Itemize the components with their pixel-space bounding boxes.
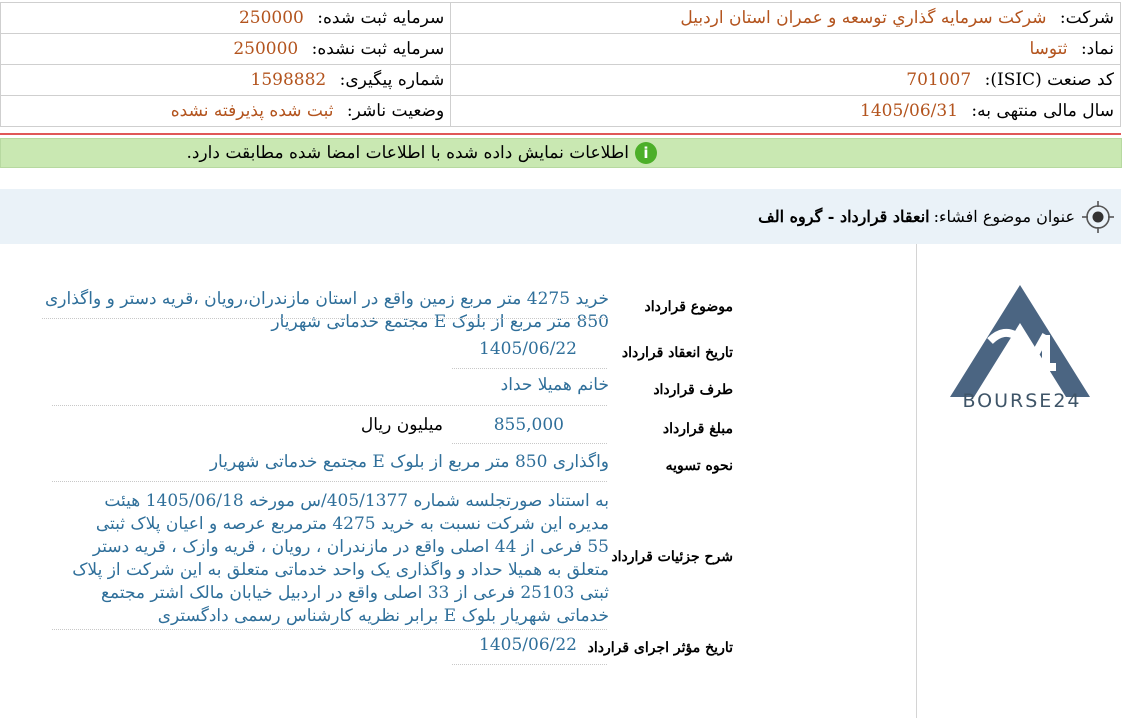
publisher-status-cell [1,96,451,127]
registered-capital-value: 250000 [238,8,304,28]
separator [52,629,607,630]
settlement-value: واگذاری 850 متر مربع از بلوک E مجتمع خدماتی شهریار [209,452,609,472]
contract-party-value: خانم همیلا حداد [500,375,609,395]
symbol-label: نماد: [1080,39,1114,59]
contract-amount-value: 855,000 [493,415,564,435]
contract-date-label: تاریخ انعقاد قرارداد [621,345,733,361]
contract-date-value: 1405/06/22 [479,339,577,359]
unregistered-capital-label: سرمایه ثبت نشده: [311,39,445,59]
separator [452,664,607,665]
contract-details-label: شرح جزئیات قرارداد [611,549,733,565]
fiscal-label: سال مالی منتهی به: [971,101,1114,121]
separator [42,318,607,319]
contract-details-value: به استناد صورتجلسه شماره 405/1377/س مورخه 1405/06/18 هیئت مدیره این شرکت نسبت به خرید 4275 مترمربع عرصه و اعیان پلاک ثبتی 55 فرعی از 44 اصلی واقع در مازندران ، رویان ، قریه وازک ، قریه دستر متعلق به همیلا حداد و واگذاری یک واحد خدماتی متعلق به این شرکت از پلاک ثبتی 25103 فرعی از 33 اصلی واقع در اردبیل خیابان مالک اشتر مجتمع خدماتی شهریار بلوک E برابر نظریه کارشناس رسمی دادگستری [72,491,609,626]
subject-value: انعقاد قرارداد - گروه الف [758,207,930,226]
subject-label: عنوان موضوع افشاء: [933,207,1075,226]
target-icon [1081,200,1115,234]
logo-text: BOURSE24 [962,390,1082,412]
isic-value: 701007 [906,70,972,90]
verification-notice [0,138,1122,168]
registered-capital-cell [1,3,451,34]
tracking-label: شماره پیگیری: [339,70,445,90]
isic-cell [451,65,1121,96]
publisher-status-value: ثبت شده پذیرفته نشده [170,101,334,121]
contract-amount-label: مبلغ قرارداد [662,421,733,437]
separator [452,443,607,444]
separator [52,405,607,406]
symbol-value: ثتوسا [1029,39,1068,59]
company-label: شرکت: [1059,8,1114,28]
registered-capital-label: سرمایه ثبت شده: [317,8,445,28]
company-value: شرکت سرمايه گذاري توسعه و عمران استان اردبيل [680,8,1047,28]
header-info-table [0,2,1121,127]
fiscal-value: 1405/06/31 [860,101,959,121]
vertical-divider [916,244,917,718]
fiscal-cell [451,96,1121,127]
effective-date-label: تاریخ مؤثر اجرای قرارداد [587,640,733,656]
separator [52,481,607,482]
red-divider [0,133,1121,135]
tracking-cell [1,65,451,96]
contract-subject-label: موضوع قرارداد [644,299,733,315]
contract-subject-value: خرید 4275 متر مربع زمین واقع در استان مازندران،رویان ،قریه دستر و واگذاری 850 متر مربع از بلوک E مجتمع خدماتی شهریار [44,289,609,332]
unregistered-capital-value: 250000 [233,39,299,59]
subject-bar [0,189,1121,244]
info-icon: i [635,142,657,164]
symbol-cell [451,34,1121,65]
effective-date-value: 1405/06/22 [479,635,577,655]
notice-text: اطلاعات نمایش داده شده با اطلاعات امضا شده مطابقت دارد. [186,143,629,163]
company-cell [451,3,1121,34]
publisher-status-label: وضعیت ناشر: [346,101,445,121]
separator [452,368,607,369]
unregistered-capital-cell [1,34,451,65]
settlement-label: نحوه تسویه [665,458,733,474]
isic-label: کد صنعت (ISIC): [984,70,1114,90]
contract-amount-unit: میلیون ریال [360,415,443,435]
contract-party-label: طرف قرارداد [653,382,733,398]
tracking-value: 1598882 [250,70,327,90]
